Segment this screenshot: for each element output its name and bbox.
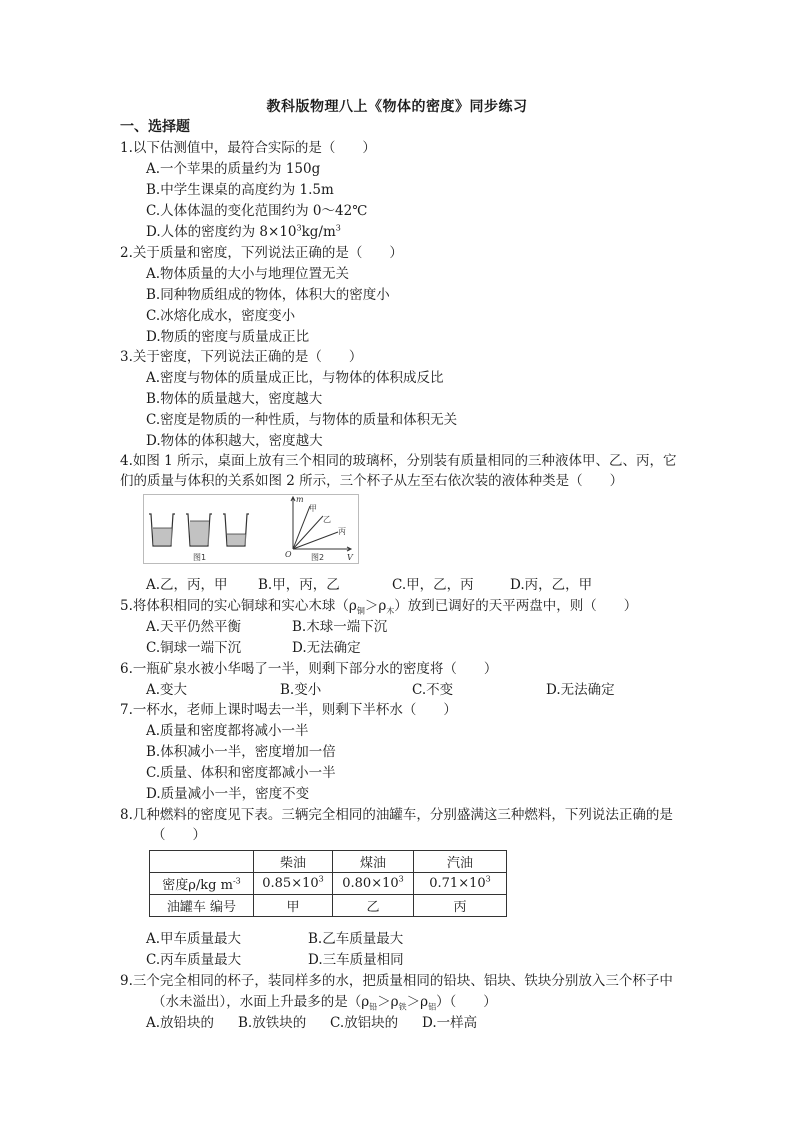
q6-option-a: A.变大 (146, 682, 188, 698)
density-label-text: 密度ρ/kg m (162, 878, 233, 893)
q9-sub-iron: 铁 (398, 1002, 407, 1012)
q9-sub-aluminum: 铝 (428, 1002, 437, 1012)
figure-frame (144, 495, 359, 564)
origin-label: O (285, 550, 292, 559)
q1-d-text: D.人体的密度约为 8×10 (146, 224, 297, 240)
table-header-row (150, 851, 507, 873)
q4-figure (143, 494, 493, 564)
q6-option-c: C.不变 (412, 682, 454, 698)
q4-option-a: A.乙，丙，甲 (146, 577, 228, 593)
q1-option-b: B.中学生课桌的高度约为 1.5m (146, 182, 334, 198)
q9-sub-lead: 铅 (369, 1002, 378, 1012)
q9-stem-pre: （水未溢出），水面上升最多的是（ρ (152, 994, 370, 1010)
question-4-line-1: 4.如图 1 所示，桌面上放有三个相同的玻璃杯，分别装有质量相同的三种液体甲、乙、丙，它 (120, 453, 677, 469)
table-header-cell: 柴油 (254, 851, 333, 873)
q3-option-b: B.物体的质量越大，密度越大 (146, 391, 323, 407)
question-6: 6.一瓶矿泉水被小华喝了一半，则剩下部分水的密度将（ ） (120, 661, 498, 677)
table-header-cell (150, 851, 254, 873)
q3-option-d: D.物体的体积越大，密度越大 (146, 433, 323, 449)
label-bing: 丙 (338, 527, 346, 536)
density-value: 0.85×10 (262, 876, 319, 891)
q1-option-a: A.一个苹果的质量约为 150g (146, 161, 321, 177)
q5-option-a: A.天平仍然平衡 (146, 619, 242, 635)
q2-option-b: B.同种物质组成的物体，体积大的密度小 (146, 287, 390, 303)
q8-option-d: D.三车质量相同 (308, 952, 404, 968)
q8-options-row-1 (146, 929, 403, 949)
question-9-line-1: 9.三个完全相同的杯子，装同样多的水，把质量相同的铅块、铝块、铁块分别放入三个杯子中 (120, 973, 673, 989)
q5-options-row-2 (146, 638, 361, 658)
table-cell: 甲 (254, 895, 333, 917)
q5-gt: ＞ρ (364, 598, 387, 614)
q1-option-c: C.人体体温的变化范围约为 0～42℃ (146, 203, 368, 219)
question-4-line-2: 们的质量与体积的关系如图 2 所示，三个杯子从左至右依次装的液体种类是（ ） (120, 473, 624, 489)
q8-option-b: B.乙车质量最大 (308, 931, 404, 947)
label-yi: 乙 (323, 515, 331, 524)
axis-m-label: m (296, 495, 304, 504)
q7-option-d: D.质量减小一半，密度不变 (146, 786, 310, 802)
table-cell: 丙 (414, 895, 507, 917)
line-jia (293, 506, 310, 549)
table-cell (414, 873, 507, 895)
q5-option-d: D.无法确定 (292, 640, 361, 656)
density-label-exp: -3 (232, 876, 241, 886)
q9-option-d: D.一样高 (422, 1015, 478, 1031)
table-cell: 乙 (333, 895, 414, 917)
table-cell-truck-label: 油罐车 编号 (150, 895, 254, 917)
q8-option-a: A.甲车质量最大 (146, 931, 242, 947)
table-cell-density-label (150, 873, 254, 895)
question-9-line-2 (152, 992, 497, 1012)
density-value: 0.71×10 (429, 876, 486, 891)
line-bing (293, 532, 338, 549)
density-exp: 3 (398, 874, 404, 884)
q5-options-row-1 (146, 617, 387, 637)
q5-option-c: C.铜球一端下沉 (146, 640, 242, 656)
line-yi (293, 516, 323, 549)
axis-v-label: V (347, 553, 353, 562)
q9-options (146, 1013, 477, 1033)
question-7: 7.一杯水，老师上课时喝去一半，则剩下半杯水（ ） (120, 702, 457, 718)
q8-option-c: C.丙车质量最大 (146, 952, 242, 968)
q2-option-c: C.冰熔化成水，密度变小 (146, 308, 296, 324)
q6-option-d: D.无法确定 (546, 682, 615, 698)
question-8-line-2: （ ） (152, 827, 206, 843)
q9-option-a: A.放铅块的 (146, 1015, 215, 1031)
q5-stem-post: ）放到已调好的天平两盘中，则（ ） (394, 598, 638, 614)
q5-sub-wood: 木 (386, 606, 395, 616)
fuel-density-table (149, 850, 507, 917)
q5-option-b: B.木球一端下沉 (292, 619, 388, 635)
glass-cup-2 (186, 514, 212, 546)
q9-stem-post: ）（ ） (436, 994, 497, 1010)
label-jia: 甲 (309, 504, 317, 513)
q1-d-unit-exp: 3 (335, 223, 341, 233)
q1-d-unit: kg/m (301, 224, 336, 240)
q6-options (146, 680, 615, 700)
table-row-density (150, 873, 507, 895)
question-5 (120, 596, 637, 616)
table-row-trucks (150, 895, 507, 917)
q6-option-b: B.变小 (280, 682, 322, 698)
q5-stem-pre: 5.将体积相同的实心铜球和实心木球（ρ (120, 598, 357, 614)
q3-option-c: C.密度是物质的一种性质，与物体的质量和体积无关 (146, 412, 458, 428)
mass-volume-graph (285, 495, 354, 562)
fig1-label: 图1 (193, 553, 207, 562)
fig2-label: 图2 (311, 553, 325, 562)
density-value: 0.80×10 (342, 876, 399, 891)
question-2: 2.关于质量和密度，下列说法正确的是（ ） (120, 245, 403, 261)
density-exp: 3 (318, 874, 324, 884)
q2-option-a: A.物体质量的大小与地理位置无关 (146, 266, 350, 282)
table-cell (254, 873, 333, 895)
question-3: 3.关于密度，下列说法正确的是（ ） (120, 349, 363, 365)
q8-options-row-2 (146, 950, 404, 970)
table-header-cell: 汽油 (414, 851, 507, 873)
density-exp: 3 (485, 874, 491, 884)
q4-option-b: B.甲，丙，乙 (258, 577, 340, 593)
q3-option-a: A.密度与物体的质量成正比，与物体的体积成反比 (146, 370, 444, 386)
table-cell (333, 873, 414, 895)
question-8-line-1: 8.几种燃料的密度见下表。三辆完全相同的油罐车，分别盛满这三种燃料，下列说法正确的是 (120, 807, 673, 823)
q4-option-c: C.甲，乙，丙 (392, 577, 474, 593)
page-title: 教科版物理八上《物体的密度》同步练习 (266, 99, 528, 115)
q9-gt-1: ＞ρ (377, 994, 399, 1010)
q7-option-c: C.质量、体积和密度都减小一半 (146, 765, 336, 781)
q5-sub-copper: 铜 (356, 606, 365, 616)
glass-cup-3 (223, 514, 249, 546)
q9-option-b: B.放铁块的 (238, 1015, 307, 1031)
q4-option-d: D.丙，乙，甲 (510, 577, 593, 593)
table-header-cell: 煤油 (333, 851, 414, 873)
q9-gt-2: ＞ρ (406, 994, 429, 1010)
q9-option-c: C.放铝块的 (330, 1015, 399, 1031)
q2-option-d: D.物质的密度与质量成正比 (146, 329, 310, 345)
q7-option-b: B.体积减小一半，密度增加一倍 (146, 744, 336, 760)
q7-option-a: A.质量和密度都将减小一半 (146, 723, 309, 739)
q4-options (146, 575, 592, 595)
question-1: 1.以下估测值中，最符合实际的是（ ） (120, 140, 376, 156)
q1-d-exp: 3 (296, 223, 302, 233)
section-heading: 一、选择题 (120, 119, 190, 135)
glass-cup-1 (149, 514, 175, 546)
q1-option-d (146, 222, 341, 242)
